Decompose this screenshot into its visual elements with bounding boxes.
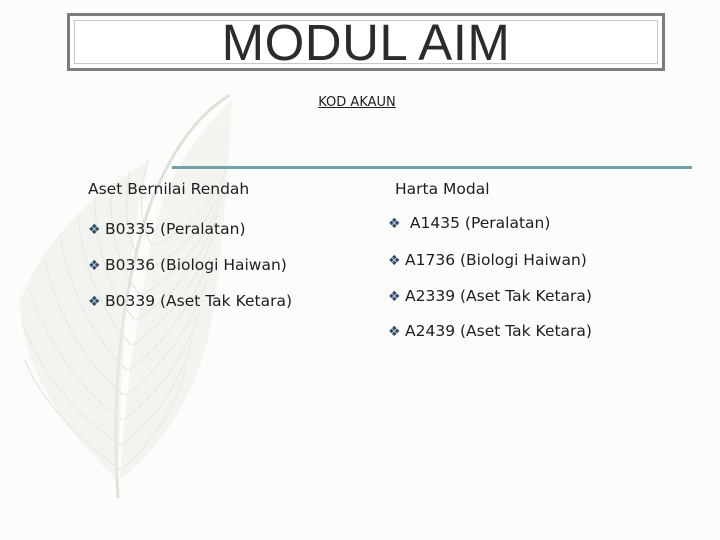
list-item: ❖ B0339 (Aset Tak Ketara) [88,290,292,313]
page-title: MODUL AIM [221,14,511,71]
diamond-bullet-icon: ❖ [388,216,401,232]
diamond-bullet-icon: ❖ [388,289,401,305]
subtitle [0,95,720,110]
column-heading-right: Harta Modal [395,180,490,198]
title-frame [67,13,665,71]
list-item: ❖ B0336 (Biologi Haiwan) [88,254,287,277]
subtitle-text: KOD AKAUN [318,95,396,110]
diamond-bullet-icon: ❖ [388,253,401,269]
list-item: ❖ A1435 (Peralatan) [388,212,550,235]
column-heading-left: Aset Bernilai Rendah [88,180,250,198]
list-item: ❖ A2439 (Aset Tak Ketara) [388,320,592,343]
diamond-bullet-icon: ❖ [88,258,101,274]
list-item: ❖ B0335 (Peralatan) [88,218,246,241]
divider-rule [172,166,692,169]
diamond-bullet-icon: ❖ [388,324,401,340]
diamond-bullet-icon: ❖ [88,222,101,238]
diamond-bullet-icon: ❖ [88,294,101,310]
list-item: ❖ A2339 (Aset Tak Ketara) [388,285,592,308]
list-item: ❖ A1736 (Biologi Haiwan) [388,249,587,272]
